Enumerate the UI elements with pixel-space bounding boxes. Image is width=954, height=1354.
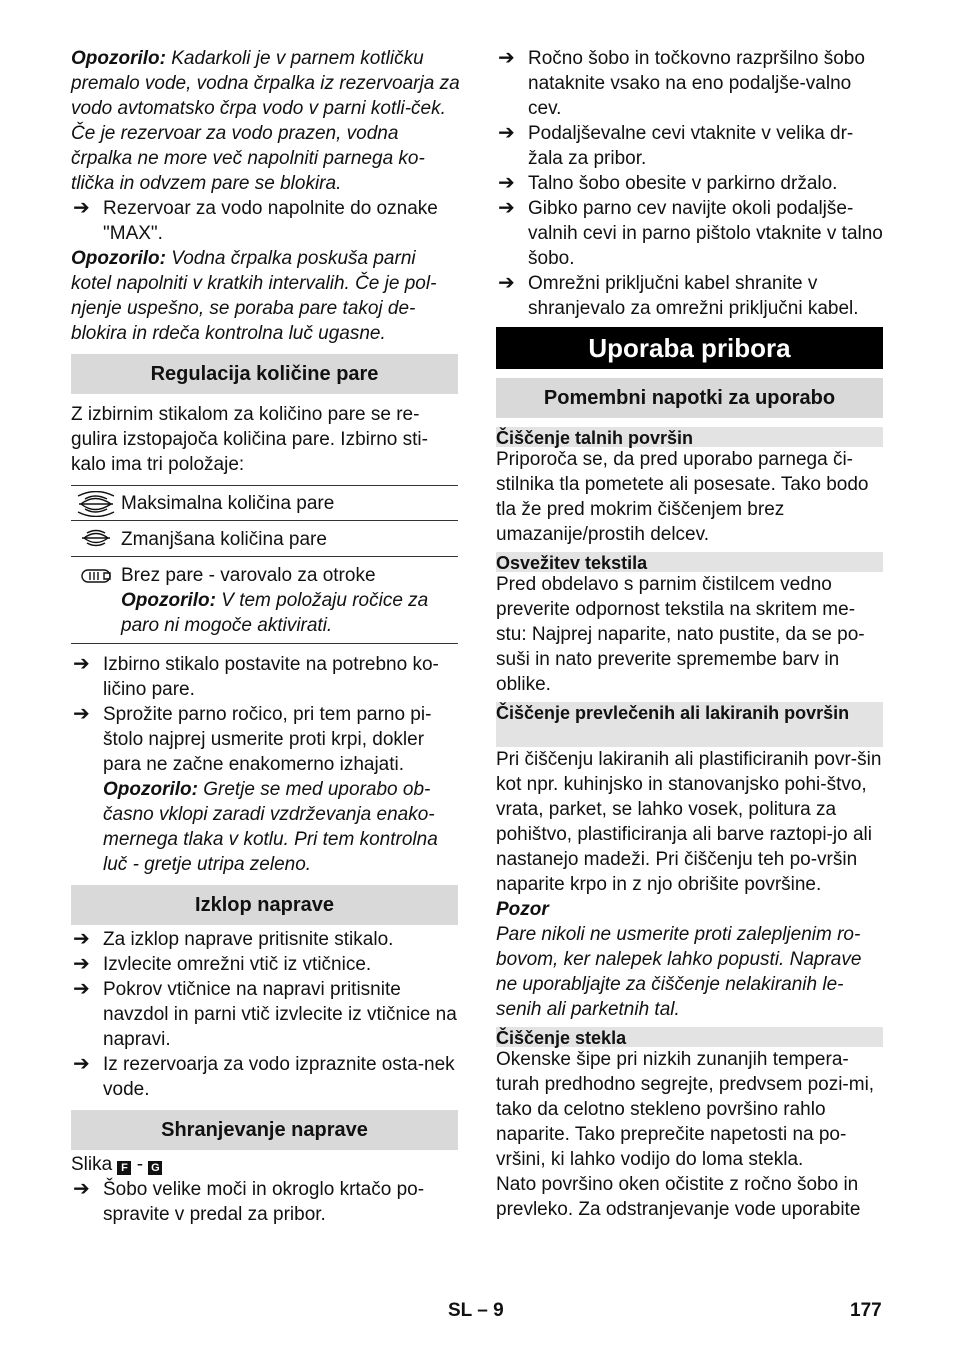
- note-heating: Opozorilo: Gretje se med uporabo ob-časno vklopi zaradi vzdrževanja enako-mernega tlaka v kotlu. Pri tem kontrolna luč - gretje utripa zeleno.: [103, 779, 438, 875]
- arrow-right-icon: ➔: [498, 122, 515, 144]
- list-item: ➔ Izbirno stikalo postavite na potrebno ko-ličino pare.: [73, 653, 439, 700]
- list-item: ➔ Šobo velike moči in okroglo krtačo po-spravite v predal za pribor.: [73, 1178, 425, 1225]
- caution-label: Pozor: [496, 899, 549, 920]
- caution-text: Pare nikoli ne usmerite proti zalepljenim ro-bovom, ker nalepek lahko popusti. Naprave ne uporabljajte za čiščenje nelakiranih le-senih ali parketnih tal.: [496, 924, 862, 1020]
- arrow-right-icon: ➔: [73, 197, 90, 219]
- arrow-right-icon: ➔: [498, 272, 515, 294]
- steam-reduced-icon: [71, 527, 121, 549]
- steam-settings-table: [71, 485, 458, 644]
- figure-f-badge: F: [117, 1161, 131, 1175]
- note-text: Kadarkoli je v parnem kotličku premalo vode, vodna črpalka iz rezervoarja za vodo avtomatsko črpa vodo v parni kotli-ček. Če je rezervoar za vodo prazen, vodna črpalka ne more več napolniti parnega ko-tlička in odvzem pare se blokira.: [71, 48, 460, 194]
- section-heading-notes: Pomembni napotki za uporabo: [496, 378, 883, 418]
- table-row: [71, 557, 458, 644]
- list-item: ➔ Rezervoar za vodo napolnite do oznake "MAX".: [73, 197, 438, 244]
- note-water-low: [71, 46, 461, 196]
- table-row-text: Zmanjšana količina pare: [121, 529, 327, 550]
- list-item: ➔ Omrežni priključni kabel shranite v shranjevalo za omrežni priključni kabel.: [498, 272, 859, 319]
- arrow-right-icon: ➔: [73, 653, 90, 675]
- storage-steps: [496, 46, 883, 321]
- table-row: [71, 486, 458, 521]
- arrow-right-icon: ➔: [73, 703, 90, 725]
- footer-section-page: SL – 9: [448, 1300, 504, 1321]
- off-steps: [71, 927, 458, 1102]
- list-item: ➔ Gibko parno cev navijte okoli podaljše-valnih cevi in parno pištolo vtaknite v talno šobo.: [498, 197, 883, 269]
- steam-max-icon: [71, 491, 121, 517]
- section-heading-storage: Shranjevanje naprave: [71, 1110, 458, 1150]
- left-column: [71, 46, 458, 1227]
- floor-text: Priporoča se, da pred uporabo parnega či-stilnika tla pometete ali posesate. Tako bodo tla že pred mokrim čiščenjem brez umazanije/prostih delcev.: [496, 449, 869, 545]
- list-item: ➔ Sprožite parno ročico, pri tem parno pi-štolo najprej usmerite proti krpi, dokler para ne začne enakomerno izhajati. Opozorilo: Gretje se med uporabo ob-časno vklopi zaradi vzdrževanja enako-mernega tlaka v kotlu. Pri tem kontrolna luč - gretje utripa zeleno.: [71, 702, 458, 877]
- list-item: ➔ Ročno šobo in točkovno razpršilno šobo nataknite vsako na eno podaljše-valno cev.: [498, 47, 865, 119]
- chapter-title: Uporaba pribora: [496, 327, 883, 369]
- arrow-right-icon: ➔: [73, 928, 90, 950]
- no-steam-icon: [71, 563, 121, 589]
- table-row-text: Brez pare - varovalo za otroke: [121, 565, 376, 586]
- list-item: ➔ Podaljševalne cevi vtaknite v velika dr-žala za pribor.: [498, 122, 854, 169]
- regulation-text: Z izbirnim stikalom za količino pare se re-gulira izstopajoča količina pare. Izbirno sti-kalo ima tri položaje:: [71, 404, 428, 475]
- table-row-note: Opozorilo: V tem položaju ročice za paro ni mogoče aktivirati.: [121, 590, 429, 636]
- arrow-right-icon: ➔: [73, 1178, 90, 1200]
- note-label: Opozorilo:: [71, 48, 166, 69]
- subheading-floor: Čiščenje talnih površin: [496, 427, 883, 447]
- list-item: ➔ Pokrov vtičnice na napravi pritisnite navzdol in parni vtič izvlecite iz vtičnice na napravi.: [73, 978, 457, 1050]
- glass-text: Okenske šipe pri nizkih zunanjih tempera-turah predhodno segrejte, predvsem pozi-mi, tako da celotno stekleno površino rahlo naparite. Tako preprečite napetosti na po-vršini, ki lahko vodijo do loma stekla.: [496, 1049, 875, 1170]
- arrow-right-icon: ➔: [498, 172, 515, 194]
- note-text: Vodna črpalka poskuša parni kotel napolniti v kratkih intervalih. Če je pol-njenje uspešno, se poraba pare takoj de-blokira in rdeča kontrolna luč ugasne.: [71, 248, 437, 344]
- subheading-glass: Čiščenje stekla: [496, 1027, 883, 1047]
- arrow-right-icon: ➔: [498, 47, 515, 69]
- arrow-right-icon: ➔: [73, 978, 90, 1000]
- list-item: ➔ Iz rezervoarja za vodo izpraznite osta-nek vode.: [73, 1053, 455, 1100]
- table-row: [71, 521, 458, 557]
- arrow-right-icon: ➔: [498, 197, 515, 219]
- list-item: ➔ Talno šobo obesite v parkirno držalo.: [498, 172, 838, 194]
- subheading-textile: Osvežitev tekstila: [496, 552, 883, 572]
- glass-text-continued: Nato površino oken očistite z ročno šobo in prevleko. Za odstranjevanje vode uporabite: [496, 1174, 861, 1220]
- arrow-right-icon: ➔: [73, 1053, 90, 1075]
- note-label: Opozorilo:: [71, 248, 166, 269]
- list-item: ➔ Za izklop naprave pritisnite stikalo.: [73, 928, 394, 950]
- coated-text: Pri čiščenju lakiranih ali plastificiranih povr-šin kot npr. kuhinjsko in stanovanjsko pohi-štvo, vrata, parket, se lahko vosek, politura za pohištvo, plastificiranja ali barve raztopi-jo ali nastanejo madeži. Pri čiščenju teh po-vršin naparite krpo in z njo obrišite površine.: [496, 749, 882, 895]
- regulation-steps: [71, 652, 458, 877]
- subheading-coated: Čiščenje prevlečenih ali lakiranih površin: [496, 702, 883, 747]
- section-heading-off: Izklop naprave: [71, 885, 458, 925]
- section-heading-regulation: Regulacija količine pare: [71, 354, 458, 394]
- note-water-pump: [71, 246, 458, 346]
- list-item: ➔ Izvlecite omrežni vtič iz vtičnice.: [73, 953, 372, 975]
- table-row-text: Maksimalna količina pare: [121, 493, 335, 514]
- arrow-right-icon: ➔: [73, 953, 90, 975]
- figure-reference: Slika F - G: [71, 1152, 458, 1177]
- right-column: [496, 46, 883, 1222]
- textile-text: Pred obdelavo s parnim čistilcem vedno preverite odpornost tekstila na skritem me-stu: Najprej naparite, nato pustite, da se po-suši in nato preverite spremembe barv in oblike.: [496, 574, 865, 695]
- footer-page-number: 177: [850, 1300, 882, 1321]
- figure-g-badge: G: [148, 1161, 162, 1175]
